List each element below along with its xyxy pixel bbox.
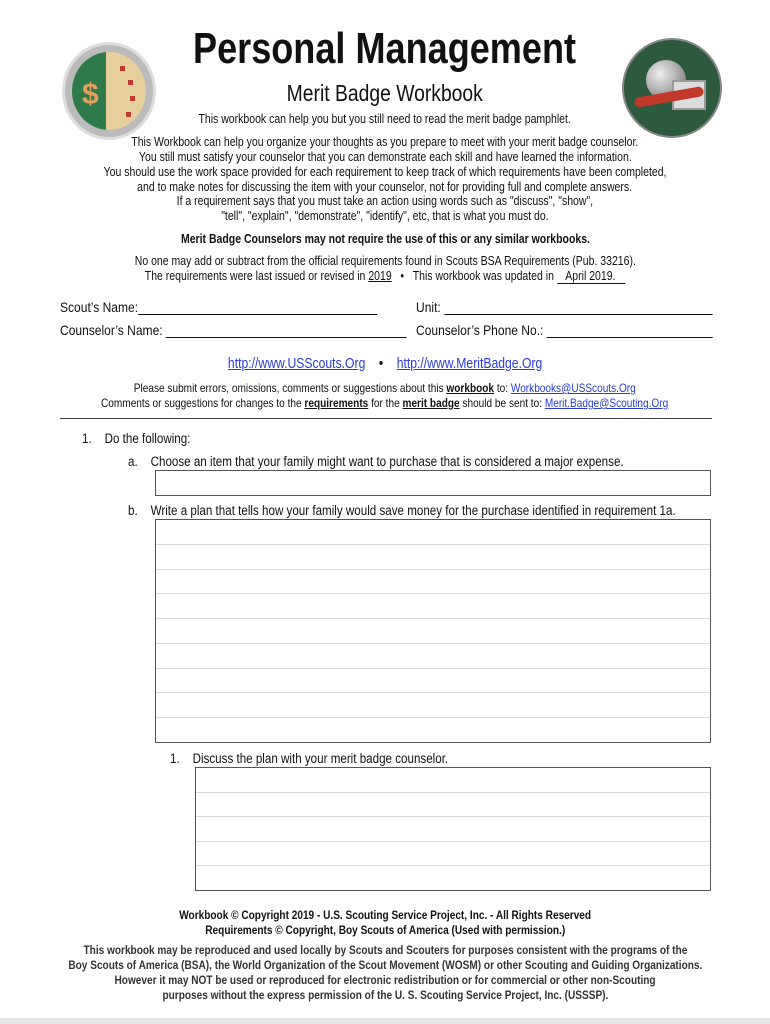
copyright-line: Requirements © Copyright, Boy Scouts of America (Used with permission.): [205, 923, 565, 937]
requirement-1a-answer-box[interactable]: [155, 470, 711, 496]
scout-name-field[interactable]: Scout’s Name:: [60, 299, 429, 315]
requirement-1b: b. Write a plan that tells how your family would save money for the purchase identified in requirement 1a.: [128, 503, 676, 518]
legal-line: purposes without the express permission of the U. S. Scouting Service Project, Inc. (USSSP).: [162, 988, 608, 1002]
counselor-name-field[interactable]: Counselor’s Name:: [60, 322, 463, 338]
page-bottom-edge: [0, 1018, 770, 1024]
intro-line: This Workbook can help you organize your thoughts as you prepare to meet with your merit badge counselor.: [131, 135, 639, 149]
requirement-1a: a. Choose an item that your family might want to purchase that is considered a major expense.: [128, 454, 624, 469]
divider: [60, 418, 712, 419]
links-line: http://www.USScouts.Org • http://www.MeritBadge.Org: [227, 356, 543, 372]
updated-date: April 2019.: [557, 269, 626, 284]
workbooks-email-link[interactable]: Workbooks@USScouts.Org: [511, 381, 636, 395]
issued-year: 2019: [368, 269, 392, 283]
tagline: This workbook can help you but you still need to read the merit badge pamphlet.: [198, 112, 572, 126]
intro-line: You should use the work space provided for each requirement to keep track of which requirements have been completed,: [103, 165, 667, 179]
counselor-notice: Merit Badge Counselors may not require the use of this or any similar workbooks.: [180, 232, 590, 246]
counselor-phone-field[interactable]: Counselor’s Phone No.:: [416, 322, 761, 338]
usscouts-link[interactable]: http://www.USScouts.Org: [227, 356, 366, 372]
unit-field[interactable]: Unit:: [416, 299, 761, 315]
dollar-sign-icon: $: [82, 78, 99, 111]
counselor-name-input[interactable]: [166, 325, 407, 338]
intro-line: and to make notes for discussing the item with your counselor, not for providing full and complete answers.: [137, 180, 633, 194]
unit-input[interactable]: [444, 302, 712, 315]
intro-line: If a requirement says that you must take an action using words such as "discuss", "show",: [176, 194, 594, 208]
legal-line: Boy Scouts of America (BSA), the World Organization of the Scout Movement (WOSM) or other Scouting and Guiding Organizations.: [68, 958, 702, 972]
requirement-1b-1: 1. Discuss the plan with your merit badge counselor.: [170, 751, 449, 766]
requirement-1b-1-answer-box[interactable]: [195, 767, 711, 891]
requirements-note: No one may add or subtract from the official requirements found in Scouts BSA Requirements (Pub. 33216).: [134, 254, 636, 268]
legal-line: However it may NOT be used or reproduced for electronic redistribution or for commercial or other non-Scouting: [114, 973, 656, 987]
copyright-line: Workbook © Copyright 2019 - U.S. Scouting Service Project, Inc. - All Rights Reserved: [179, 908, 591, 922]
comments-line: Comments or suggestions for changes to the requirements for the merit badge should be sent to: Merit.Badge@Scouting.Org: [101, 396, 669, 410]
legal-line: This workbook may be reproduced and used locally by Scouts and Scouters for purposes consistent with the programs of the: [83, 943, 687, 957]
revision-note: The requirements were last issued or revised in 2019 • This workbook was updated in April 2019.: [0, 269, 770, 284]
scout-name-input[interactable]: [138, 302, 377, 315]
page-subtitle: Merit Badge Workbook: [286, 80, 484, 106]
intro-line: "tell", "explain", "demonstrate", "identify", etc, that is what you must do.: [221, 209, 549, 223]
submit-line: Please submit errors, omissions, comments or suggestions about this workbook to: Workbooks@USScouts.Org: [134, 381, 636, 395]
counselor-phone-input[interactable]: [547, 325, 713, 338]
meritbadge-link[interactable]: http://www.MeritBadge.Org: [396, 356, 543, 372]
merit-badge-email-link[interactable]: Merit.Badge@Scouting.Org: [545, 396, 669, 410]
page-title: Personal Management: [193, 24, 577, 73]
requirement-1: 1. Do the following:: [82, 431, 191, 446]
intro-line: You still must satisfy your counselor that you can demonstrate each skill and have learned the information.: [138, 150, 632, 164]
requirement-1b-answer-box[interactable]: [155, 519, 711, 743]
